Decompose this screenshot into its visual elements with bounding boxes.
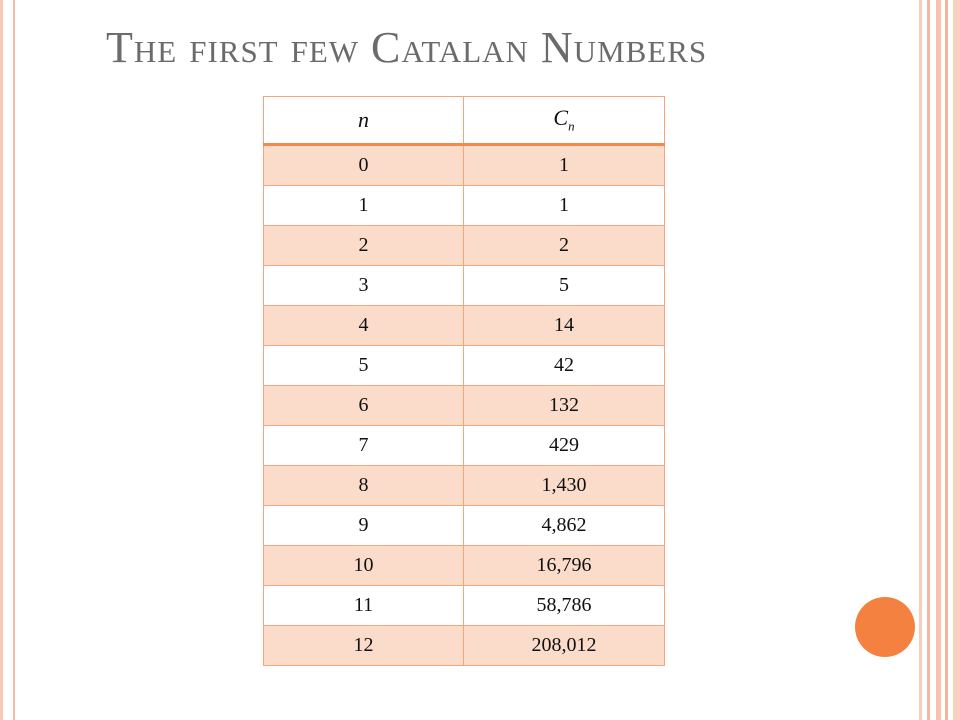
left-border-outer (0, 0, 3, 720)
right-stripe (919, 0, 922, 720)
header-n-label: n (358, 107, 369, 132)
cell-n: 2 (264, 226, 464, 266)
table-row (264, 266, 665, 306)
cell-n: 5 (264, 346, 464, 386)
header-c-subscript: n (568, 118, 575, 134)
table-header-row (264, 97, 665, 145)
right-stripe (927, 0, 930, 720)
table-row (264, 426, 665, 466)
cell-n: 10 (264, 546, 464, 586)
table-row (264, 586, 665, 626)
cell-catalan-value: 2 (464, 226, 665, 266)
table-row (264, 466, 665, 506)
cell-n: 11 (264, 586, 464, 626)
table-row (264, 306, 665, 346)
decorative-orange-circle (855, 597, 915, 657)
table-row (264, 186, 665, 226)
header-n (264, 97, 464, 145)
header-c-label: C (553, 105, 569, 131)
slide-title: The first few Catalan Numbers (106, 23, 708, 72)
right-stripe (945, 0, 948, 720)
cell-catalan-value: 4,862 (464, 506, 665, 546)
table-row (264, 346, 665, 386)
table-row (264, 626, 665, 666)
cell-n: 9 (264, 506, 464, 546)
table-row (264, 546, 665, 586)
table-body (264, 145, 665, 666)
cell-n: 1 (264, 186, 464, 226)
cell-n: 12 (264, 626, 464, 666)
cell-catalan-value: 16,796 (464, 546, 665, 586)
cell-catalan-value: 58,786 (464, 586, 665, 626)
cell-n: 7 (264, 426, 464, 466)
cell-catalan-value: 42 (464, 346, 665, 386)
right-stripe (936, 0, 941, 720)
cell-catalan-value: 5 (464, 266, 665, 306)
cell-catalan-value: 429 (464, 426, 665, 466)
catalan-table (263, 96, 665, 666)
cell-catalan-value: 1,430 (464, 466, 665, 506)
cell-n: 0 (264, 145, 464, 186)
cell-catalan-value: 1 (464, 145, 665, 186)
cell-catalan-value: 208,012 (464, 626, 665, 666)
cell-n: 6 (264, 386, 464, 426)
table-row (264, 386, 665, 426)
table-row (264, 226, 665, 266)
table-row (264, 145, 665, 186)
table-row (264, 506, 665, 546)
cell-catalan-value: 1 (464, 186, 665, 226)
right-stripe (953, 0, 960, 720)
cell-catalan-value: 14 (464, 306, 665, 346)
cell-n: 3 (264, 266, 464, 306)
cell-n: 8 (264, 466, 464, 506)
left-border-inner (13, 0, 15, 720)
header-cn (464, 97, 665, 145)
cell-catalan-value: 132 (464, 386, 665, 426)
cell-n: 4 (264, 306, 464, 346)
